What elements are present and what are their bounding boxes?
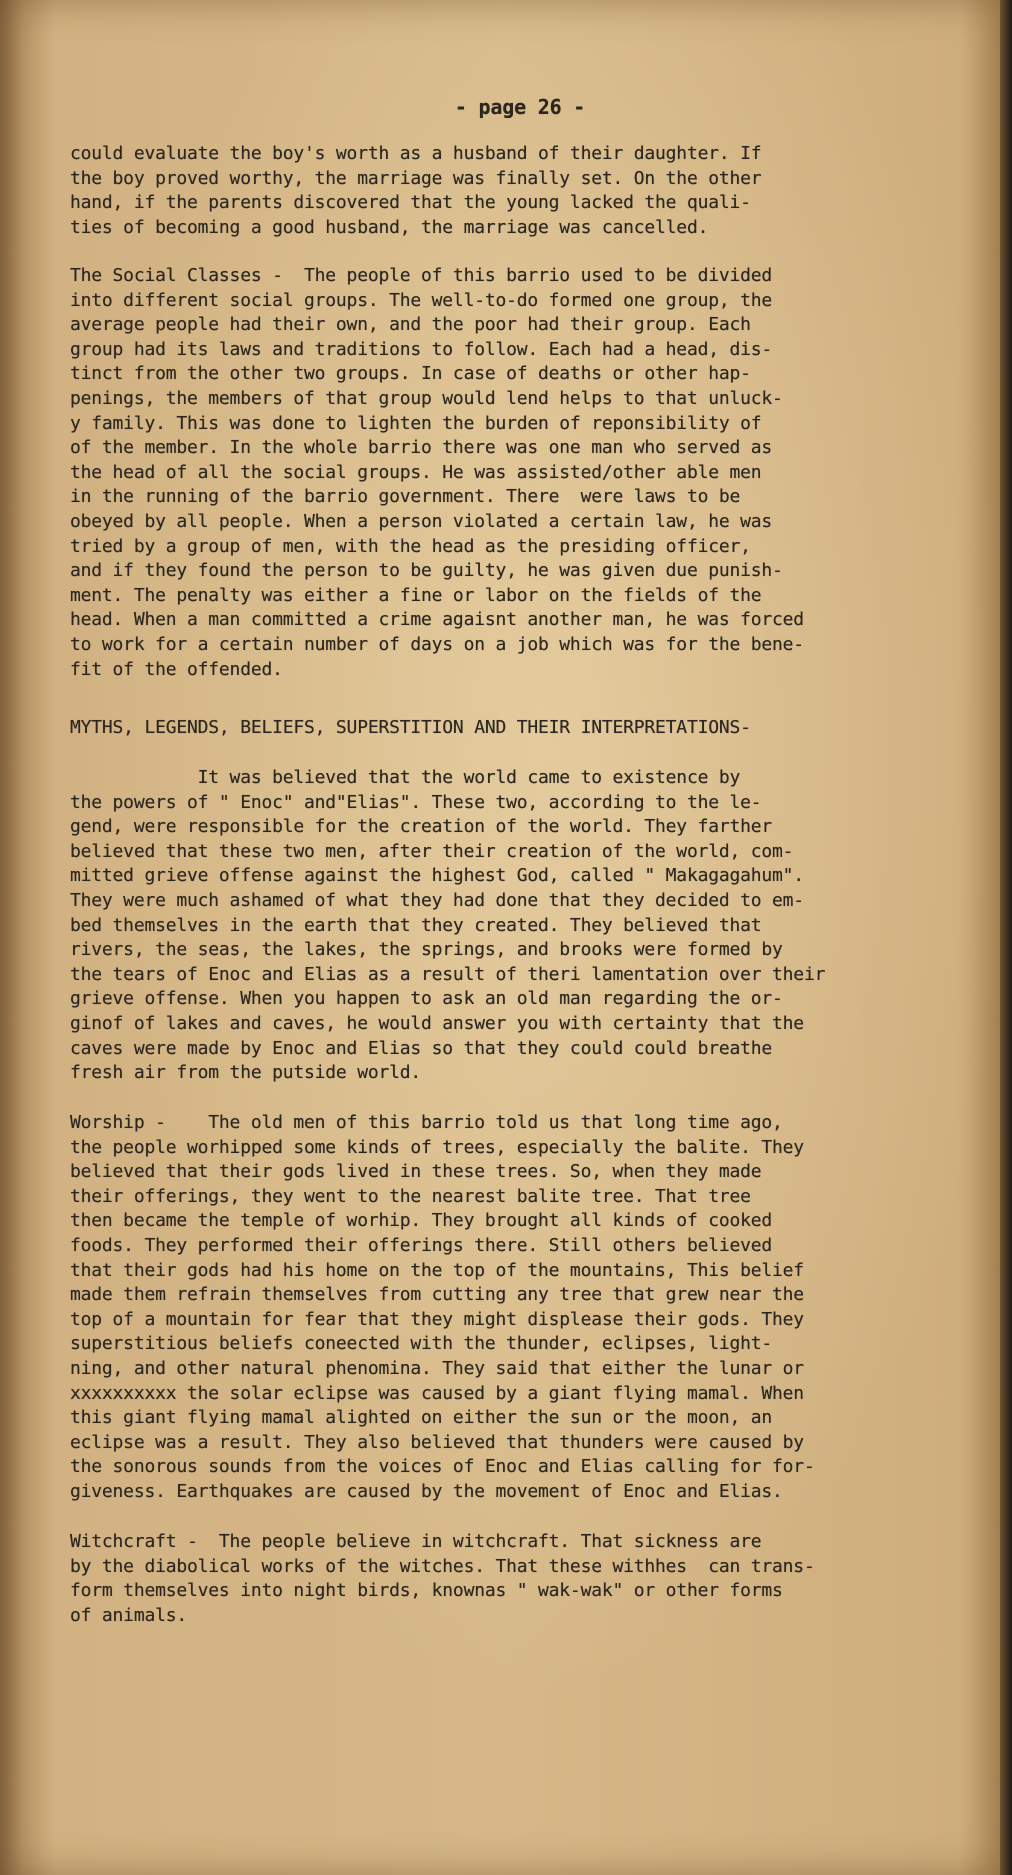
- text-line: into different social groups. The well-to-do formed one group, the: [70, 289, 773, 311]
- text-line: foods. They performed their offerings there. Still others believed: [70, 1234, 773, 1256]
- text-line: made them refrain themselves from cutting any tree that grew near the: [70, 1284, 804, 1306]
- text-line: in the running of the barrio government. There were laws to be: [70, 486, 741, 508]
- text-line: average people had their own, and the poor had their group. Each: [70, 314, 751, 336]
- text-line: gend, were responsible for the creation of the world. They farther: [70, 816, 773, 838]
- text-line: believed that their gods lived in these trees. So, when they made: [70, 1161, 762, 1183]
- text-line: giveness. Earthquakes are caused by the movement of Enoc and Elias.: [70, 1480, 783, 1502]
- text-line: grieve offense. When you happen to ask an old man regarding the or-: [70, 988, 783, 1010]
- text-line: tinct from the other two groups. In case of deaths or other hap-: [70, 363, 751, 385]
- text-line: then became the temple of worhip. They brought all kinds of cooked: [70, 1210, 773, 1232]
- text-line: caves were made by Enoc and Elias so that they could could breathe: [70, 1037, 773, 1059]
- page-number-header: - page 26 -: [454, 95, 586, 119]
- text-line: that their gods had his home on the top of the mountains, This belief: [70, 1259, 804, 1281]
- paragraph-worship: [70, 1111, 970, 1505]
- text-line: the powers of " Enoc" and"Elias". These two, according to the le-: [70, 791, 762, 813]
- text-line: superstitious beliefs coneected with the thunder, eclipses, light-: [70, 1333, 773, 1355]
- text-line: It was believed that the world came to existence by: [70, 767, 741, 788]
- text-line: and if they found the person to be guilty, he was given due punish-: [70, 560, 783, 582]
- paragraph-creation-legend: [70, 766, 970, 1086]
- text-line: the people worhipped some kinds of trees, especially the balite. They: [70, 1136, 804, 1158]
- paragraph-witchcraft: [70, 1530, 970, 1628]
- text-line: fit of the offended.: [70, 658, 283, 680]
- text-line: MYTHS, LEGENDS, BELIEFS, SUPERSTITION AND THEIR INTERPRETATIONS-: [70, 717, 751, 738]
- text-line: ginof of lakes and caves, he would answer you with certainty that the: [70, 1012, 804, 1034]
- text-line: fresh air from the putside world.: [70, 1062, 422, 1084]
- text-line: They were much ashamed of what they had done that they decided to em-: [70, 889, 804, 911]
- text-line: ning, and other natural phenomina. They said that either the lunar or: [70, 1357, 804, 1379]
- text-line: of the member. In the whole barrio there was one man who served as: [70, 437, 773, 459]
- text-line: top of a mountain for fear that they might displease their gods. They: [70, 1308, 804, 1330]
- paragraph-marriage-conclusion: [70, 142, 970, 240]
- text-line: eclipse was a result. They also believed that thunders were caused by: [70, 1431, 804, 1453]
- page-edge-shadow: [1000, 0, 1012, 1875]
- text-line: Witchcraft - The people believe in witchcraft. That sickness are: [70, 1531, 762, 1552]
- text-line: the sonorous sounds from the voices of Enoc and Elias calling for for-: [70, 1456, 815, 1478]
- text-line: tried by a group of men, with the head as the presiding officer,: [70, 535, 751, 557]
- text-line: y family. This was done to lighten the burden of reponsibility of: [70, 412, 762, 434]
- text-line: could evaluate the boy's worth as a husband of their daughter. If: [70, 143, 762, 164]
- text-line: head. When a man committed a crime agaisnt another man, he was forced: [70, 609, 804, 631]
- text-line: group had its laws and traditions to follow. Each had a head, dis-: [70, 338, 773, 360]
- text-line: The Social Classes - The people of this barrio used to be divided: [70, 265, 773, 286]
- text-line: the head of all the social groups. He was assisted/other able men: [70, 461, 762, 483]
- section-heading-myths: [70, 716, 970, 741]
- text-line: penings, the members of that group would lend helps to that unluck-: [70, 387, 783, 409]
- text-line: by the diabolical works of the witches. That these withhes can trans-: [70, 1555, 815, 1577]
- text-line: their offerings, they went to the nearest balite tree. That tree: [70, 1185, 751, 1207]
- paragraph-social-classes: [70, 264, 970, 682]
- text-line: mitted grieve offense against the highest God, called " Makagagahum".: [70, 865, 804, 887]
- text-line: bed themselves in the earth that they created. They believed that: [70, 914, 762, 936]
- text-line: form themselves into night birds, knownas " wak-wak" or other forms: [70, 1580, 783, 1602]
- text-line: of animals.: [70, 1604, 188, 1626]
- text-line: Worship - The old men of this barrio told us that long time ago,: [70, 1112, 783, 1133]
- text-line: xxxxxxxxxx the solar eclipse was caused by a giant flying mamal. When: [70, 1382, 804, 1404]
- text-line: this giant flying mamal alighted on either the sun or the moon, an: [70, 1407, 773, 1429]
- text-line: ment. The penalty was either a fine or labor on the fields of the: [70, 584, 762, 606]
- text-line: rivers, the seas, the lakes, the springs, and brooks were formed by: [70, 939, 783, 961]
- text-line: obeyed by all people. When a person violated a certain law, he was: [70, 510, 773, 532]
- text-line: ties of becoming a good husband, the marriage was cancelled.: [70, 216, 709, 238]
- text-line: to work for a certain number of days on a job which was for the bene-: [70, 633, 804, 655]
- text-line: believed that these two men, after their creation of the world, com-: [70, 840, 794, 862]
- text-line: the boy proved worthy, the marriage was finally set. On the other: [70, 167, 762, 189]
- text-line: the tears of Enoc and Elias as a result of theri lamentation over their: [70, 963, 826, 985]
- text-line: hand, if the parents discovered that the young lacked the quali-: [70, 192, 751, 214]
